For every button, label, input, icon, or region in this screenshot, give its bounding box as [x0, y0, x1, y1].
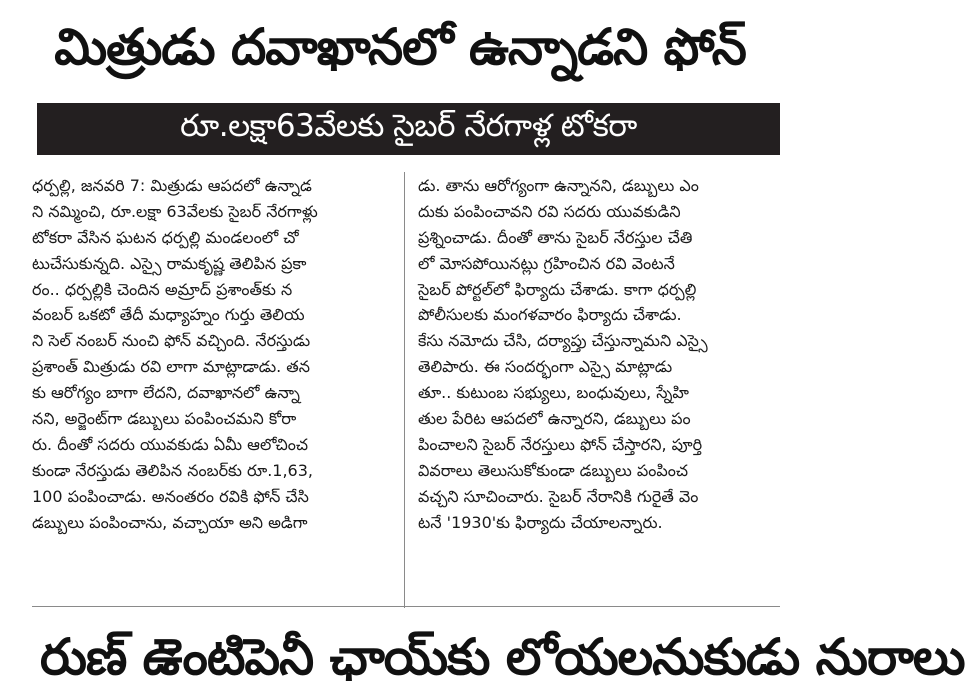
body-line: పించాలని సైబర్ నేరస్తులు ఫోన్ చేస్తారని, పూర్తి: [418, 434, 703, 454]
body-line: పోలీసులకు మంగళవారం ఫిర్యాదు చేశాడు.: [418, 305, 682, 325]
next-article-headline: రుణ్ ఉెంటిపెనీ ఛాయ్‌కు లోయలనుకుడు నురాలు: [40, 628, 965, 686]
body-line: ప్రశ్నించాడు. దీంతో తాను సైబర్ నేరస్తుల చేతి: [418, 227, 693, 247]
body-line: కు ఆరోగ్యం బాగా లేదని, దవాఖానలో ఉన్నా: [32, 383, 300, 403]
body-line: లో మోసపోయినట్లు గ్రహించిన రవి వెంటనే: [418, 253, 675, 273]
body-line: ని సెల్ నంబర్ నుంచి ఫోన్ వచ్చింది. నేరస్తుడు: [32, 331, 311, 351]
article-body-right-column: [418, 173, 774, 535]
body-line: రం.. ధర్పల్లికి చెందిన అమ్రాద్ ప్రశాంత్‌కు న: [32, 279, 293, 299]
article-bottom-rule: [32, 606, 780, 607]
column-divider: [404, 172, 405, 608]
next-article-headline-clip: [40, 622, 965, 686]
body-line: ని నమ్మించి, రూ.లక్షా 63వేలకు సైబర్ నేరగాళ్లు: [32, 201, 318, 221]
body-line: వివరాలు తెలుసుకోకుండా డబ్బులు పంపించ: [418, 460, 689, 480]
body-line: దుకు పంపించావని రవి సదరు యువకుడిని: [418, 201, 681, 221]
body-line: సైబర్ పోర్టల్‌లో ఫిర్యాదు చేశాడు. కాగా ధర్పల్లి: [418, 279, 697, 299]
body-line: ప్రశాంత్ మిత్రుడు రవి లాగా మాట్లాడాడు. తన: [32, 357, 310, 377]
body-line: తుల పేరిట ఆపదలో ఉన్నారని, డబ్బులు పం: [418, 409, 691, 429]
article-body-left-column: [32, 173, 388, 535]
body-line: తూ.. కుటుంబ సభ్యులు, బంధువులు, స్నేహి: [418, 383, 689, 403]
body-line: ధర్పల్లి, జనవరి 7: మిత్రుడు ఆపదలో ఉన్నాడ: [32, 176, 312, 195]
body-line: టనే '1930'కు ఫిర్యాదు చేయాలన్నారు.: [418, 512, 663, 532]
body-line: డు. తాను ఆరోగ్యంగా ఉన్నానని, డబ్బులు ఎం: [418, 176, 699, 195]
body-line: కేసు నమోదు చేసి, దర్యాప్తు చేస్తున్నామని ఎస్సై: [418, 331, 708, 351]
body-line: టోకరా వేసిన ఘటన ధర్పల్లి మండలంలో చో: [32, 227, 299, 247]
body-line: వంబర్ ఒకటో తేదీ మధ్యాహ్నం గుర్తు తెలియ: [32, 305, 305, 325]
body-line: టుచేసుకున్నది. ఎస్సై రామకృష్ణ తెలిపిన ప్రకా: [32, 253, 307, 273]
body-line: కుండా నేరస్తుడు తెలిపిన నంబర్‌కు రూ.1,63,: [32, 460, 314, 480]
body-line: డబ్బులు పంపించాను, వచ్చాయా అని అడిగా: [32, 512, 308, 532]
subheadline-banner: [37, 103, 780, 155]
body-line: వచ్చని సూచించారు. సైబర్ నేరానికి గురైతే వెం: [418, 486, 699, 506]
body-line: నని, అర్జెంట్‌గా డబ్బులు పంపించమని కోరా: [32, 409, 297, 429]
body-line: తెలిపారు. ఈ సందర్భంగా ఎస్సై మాట్లాడు: [418, 357, 673, 377]
article-subheadline: రూ.లక్షా63వేలకు సైబర్ నేరగాళ్ల టోకరా: [180, 107, 637, 144]
article-headline: మిత్రుడు దవాఖానలో ఉన్నాడని ఫోన్: [54, 18, 746, 76]
body-line: 100 పంపించాడు. అనంతరం రవికి ఫోన్ చేసి: [32, 486, 309, 506]
body-line: రు. దీంతో సదరు యువకుడు ఏమీ ఆలోచించ: [32, 434, 309, 454]
